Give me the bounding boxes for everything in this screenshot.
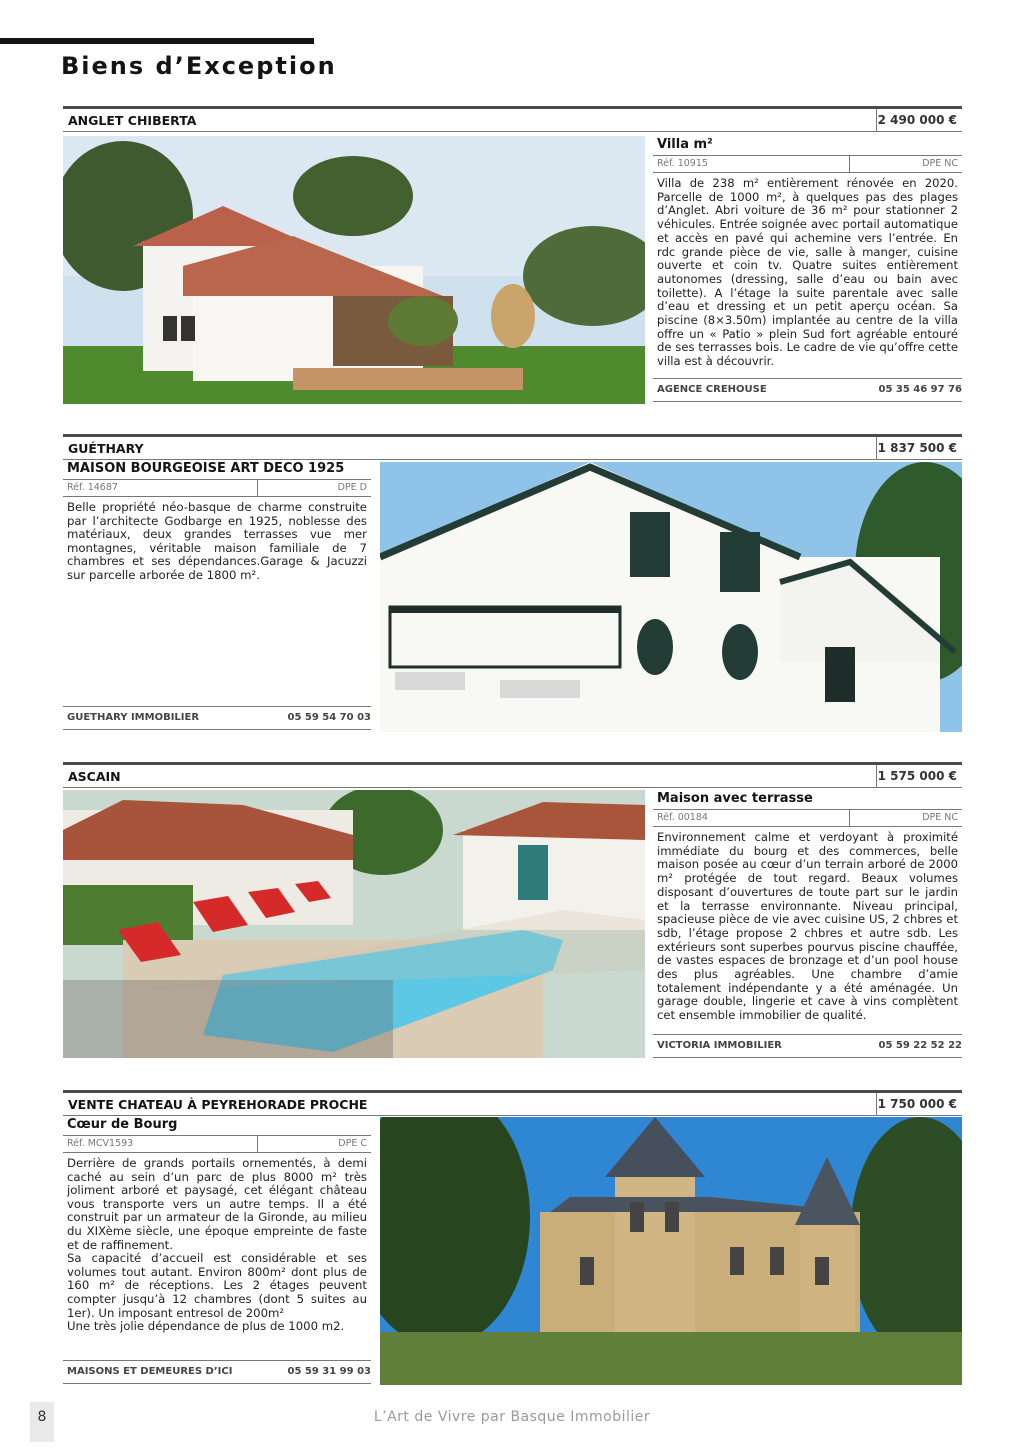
- reference: Réf. MCV1593: [67, 1138, 134, 1149]
- property-type: Villa m²: [653, 136, 962, 156]
- reference: Réf. 10915: [657, 158, 708, 169]
- agency-row: [653, 1034, 962, 1058]
- page-number: 8: [30, 1402, 54, 1442]
- listing-text: [653, 790, 962, 1058]
- agency-name: VICTORIA IMMOBILIER: [657, 1040, 782, 1051]
- ref-row: [653, 810, 962, 827]
- dpe-rating: DPE NC: [922, 812, 958, 823]
- agency-phone: 05 35 46 97 76: [878, 384, 962, 395]
- listing-price: 1 750 000 €: [876, 1093, 962, 1115]
- chateau-photo: [380, 1117, 962, 1385]
- listing-guethary: [63, 434, 962, 732]
- listing-location: GUÉTHARY: [68, 441, 144, 456]
- property-type: MAISON BOURGEOISE ART DECO 1925: [63, 460, 371, 480]
- page-title: Biens d’Exception: [61, 52, 337, 80]
- header-bar: [0, 38, 314, 44]
- maison-photo: [380, 462, 962, 732]
- property-type: Maison avec terrasse: [653, 790, 962, 810]
- pool-photo: [63, 790, 645, 1058]
- listing-price: 1 837 500 €: [876, 437, 962, 459]
- listing-ascain: [63, 762, 962, 1060]
- description: Environnement calme et verdoyant à proximité immédiate du bourg et des commerces, belle maison posée au cœur d’un terrain arboré de 2000 m² protégée de tout regard. Beaux volumes disposant d’ouvertures de toute part sur le jardin et la terrasse environnante. Niveau principal, spacieuse pièce de vie avec cuisine US, 2 chbres et sdb, l’étage propose 2 chbres et autre sdb. Les extérieurs sont superbes pourvus piscine chauffée, de vastes espaces de bronzage et d’un pool house des plus agréables. Une chambre d’amie totalement indépendante y a été aménagée. Un garage double, lingerie et cave à vins complètent cet ensemble immobilier de qualité.: [657, 830, 958, 1023]
- listing-location: ASCAIN: [68, 769, 121, 784]
- agency-row: [653, 378, 962, 402]
- ref-row: [653, 156, 962, 173]
- ref-row: [63, 1136, 371, 1153]
- agency-phone: 05 59 54 70 03: [287, 712, 371, 723]
- footer-tagline: L’Art de Vivre par Basque Immobilier: [373, 1409, 651, 1425]
- reference: Réf. 14687: [67, 482, 118, 493]
- listing-text: [63, 1116, 371, 1386]
- dpe-rating: DPE D: [337, 482, 367, 493]
- agency-name: GUETHARY IMMOBILIER: [67, 712, 200, 723]
- description: Villa de 238 m² entièrement rénovée en 2020. Parcelle de 1000 m², à quelques pas des plages d’Anglet. Abri voiture de 36 m² pour stationner 2 véhicules. Entrée soignée avec portail automatique et accès en pavé qui achemine vers l’entrée. En rdc grande pièce de vie, salle à manger, cuisine ouverte et coin tv. Quatre suites entièrement autonomes (dressing, salle d’eau ou bain avec toilette). A l’étage la suite parentale avec salle d’eau et dressing et un petit aperçu océan. Sa piscine (8×3.50m) implantée au centre de la villa offre un « Patio » plein Sud fort agréable entouré de ses terrasses bois. Le cadre de vie qu’offre cette villa est à découvrir.: [657, 176, 958, 369]
- listing-price: 2 490 000 €: [876, 109, 962, 131]
- listing-peyrehorade: [63, 1090, 962, 1388]
- listing-location: ANGLET CHIBERTA: [68, 113, 197, 128]
- dpe-rating: DPE NC: [922, 158, 958, 169]
- description: Belle propriété néo-basque de charme construite par l’architecte Godbarge en 1925, noblesse des matériaux, deux grandes terrasses vue mer montagnes, véritable maison familiale de 7 chambres et ses dépendances.Garage & Jacuzzi sur parcelle arborée de 1800 m².: [67, 500, 367, 582]
- villa-photo: [63, 136, 645, 404]
- dpe-rating: DPE C: [338, 1138, 367, 1149]
- listing-text: [653, 136, 962, 404]
- agency-phone: 05 59 22 52 22: [878, 1040, 962, 1051]
- agency-name: MAISONS ET DEMEURES D’ICI: [67, 1366, 233, 1377]
- agency-name: AGENCE CREHOUSE: [657, 384, 767, 395]
- property-type: Cœur de Bourg: [63, 1116, 371, 1136]
- listing-text: [63, 460, 371, 732]
- listing-price: 1 575 000 €: [876, 765, 962, 787]
- agency-row: [63, 1360, 371, 1384]
- agency-phone: 05 59 31 99 03: [287, 1366, 371, 1377]
- agency-row: [63, 706, 371, 730]
- ref-row: [63, 480, 371, 497]
- listing-location: VENTE CHATEAU À PEYREHORADE PROCHE: [68, 1097, 368, 1112]
- description: Derrière de grands portails ornementés, à demi caché au sein d’un parc de plus 8000 m² très joliment arboré et paysagé, cet élégant château vous transporte vers un autre temps. Il a été construit par un armateur de la Gironde, au milieu du XIXème siècle, une époque empreinte de faste et de raffinement. Sa capacité d’accueil est considérable et ses volumes tout autant. Environ 800m² dont plus de 160 m² de réceptions. Les 2 étages peuvent compter jusqu’à 12 chambres (dont 5 suites au 1er). Un imposant entresol de 200m² Une très jolie dépendance de plus de 1000 m2.: [67, 1156, 367, 1334]
- listing-anglet: [63, 106, 962, 404]
- reference: Réf. 00184: [657, 812, 708, 823]
